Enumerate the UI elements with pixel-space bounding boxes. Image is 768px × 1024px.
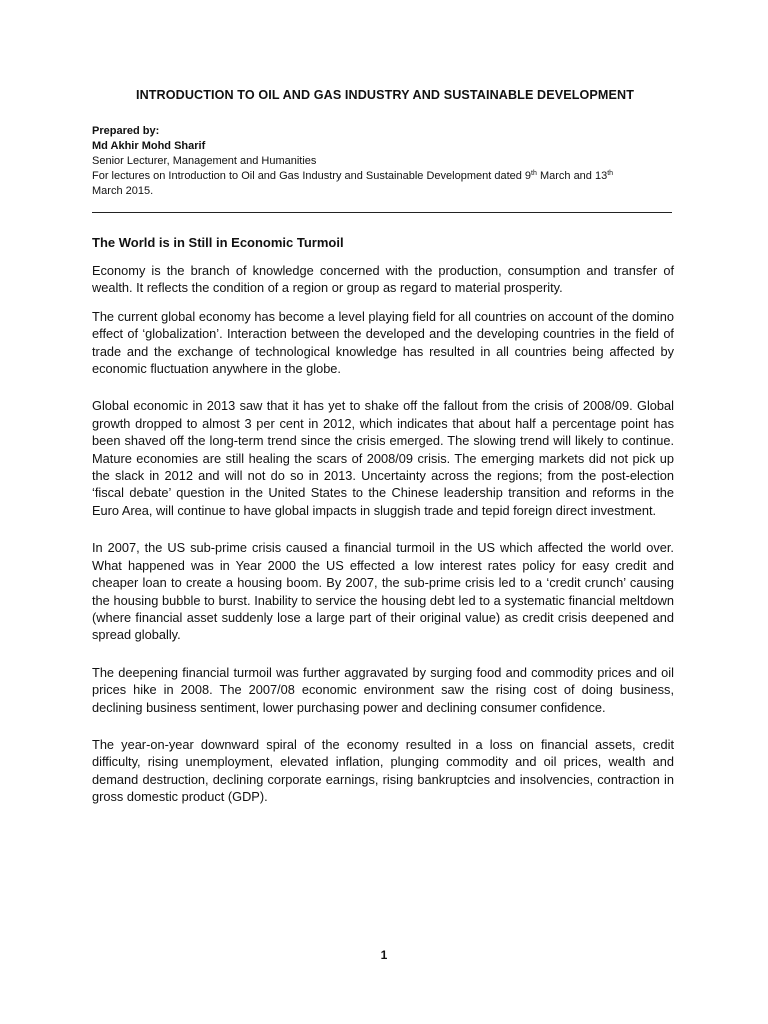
author-position: Senior Lecturer, Management and Humanities bbox=[92, 155, 317, 167]
prepared-by-label: Prepared by: bbox=[92, 125, 160, 137]
paragraph-4: In 2007, the US sub-prime crisis caused a financial turmoil in the US which affected the world over. What happened was in Year 2000 the US effected a low interest rates policy for easy credit and cheaper loan to create a housing boom. By 2007, the sub-prime crisis led to a ‘credit crunch’ causing the housing bubble to burst. Inability to service the housing debt led to a systematic financial meltdown (where financial asset suddenly lose a large part of their original value) as credit crisis deepened and spread globally. bbox=[92, 540, 674, 643]
lecture-note bbox=[92, 169, 672, 184]
document-title: INTRODUCTION TO OIL AND GAS INDUSTRY AND SUSTAINABLE DEVELOPMENT bbox=[135, 88, 635, 102]
body-text bbox=[92, 262, 674, 806]
page-number: 1 bbox=[380, 948, 388, 962]
paragraph-6: The year-on-year downward spiral of the economy resulted in a loss on financial assets, credit difficulty, rising unemployment, elevated inflation, plunging commodity and oil prices, wealth and demand destruction, declining corporate earnings, rising bankruptcies and insolvencies, contraction in gross domestic product (GDP). bbox=[92, 736, 674, 805]
lecture-note-text-2: March and 13 bbox=[536, 170, 608, 182]
paragraph-1: Economy is the branch of knowledge concerned with the production, consumption and transfer of wealth. It reflects the condition of a region or group as regard to material prosperity. bbox=[92, 263, 674, 296]
prepared-by-block bbox=[92, 124, 672, 199]
lecture-note-year: March 2015. bbox=[92, 185, 154, 197]
paragraph-2: The current global economy has become a level playing field for all countries on account of the domino effect of ‘globalization’. Interaction between the developed and the developing countries in the field of trade and the exchange of technological knowledge has resulted in all countries being affected by economic fluctuation anywhere in the globe. bbox=[92, 308, 674, 377]
paragraph-3: Global economic in 2013 saw that it has yet to shake off the fallout from the crisis of 2008/09. Global growth dropped to almost 3 per cent in 2012, which indicates that about half a percentage point has been shaved off the long-term trend since the crisis emerged. The slowing trend will likely to continue. Mature economies are still healing the scars of 2008/09 crisis. The emerging markets did not pick up the slack in 2012 and will not do so in 2013. Uncertainty across the regions; from the post-election ‘fiscal debate’ question in the United States to the Chinese leadership transition and reforms in the Euro Area, will continue to have global impacts in sluggish trade and tepid foreign direct investment. bbox=[92, 398, 674, 518]
lecture-note-text: For lectures on Introduction to Oil and Gas Industry and Sustainable Development dated 9 bbox=[92, 170, 532, 182]
paragraph-5: The deepening financial turmoil was further aggravated by surging food and commodity prices and oil prices hike in 2008. The 2007/08 economic environment saw the rising cost of doing business, declining business sentiment, lower purchasing power and declining consumer confidence. bbox=[92, 664, 674, 715]
section-title: The World is in Still in Economic Turmoil bbox=[92, 235, 344, 250]
header-divider bbox=[92, 212, 672, 213]
author-name: Md Akhir Mohd Sharif bbox=[92, 140, 206, 152]
lecture-date-suffix-2: th bbox=[607, 170, 614, 177]
lecture-date-suffix-1: th bbox=[531, 170, 537, 177]
